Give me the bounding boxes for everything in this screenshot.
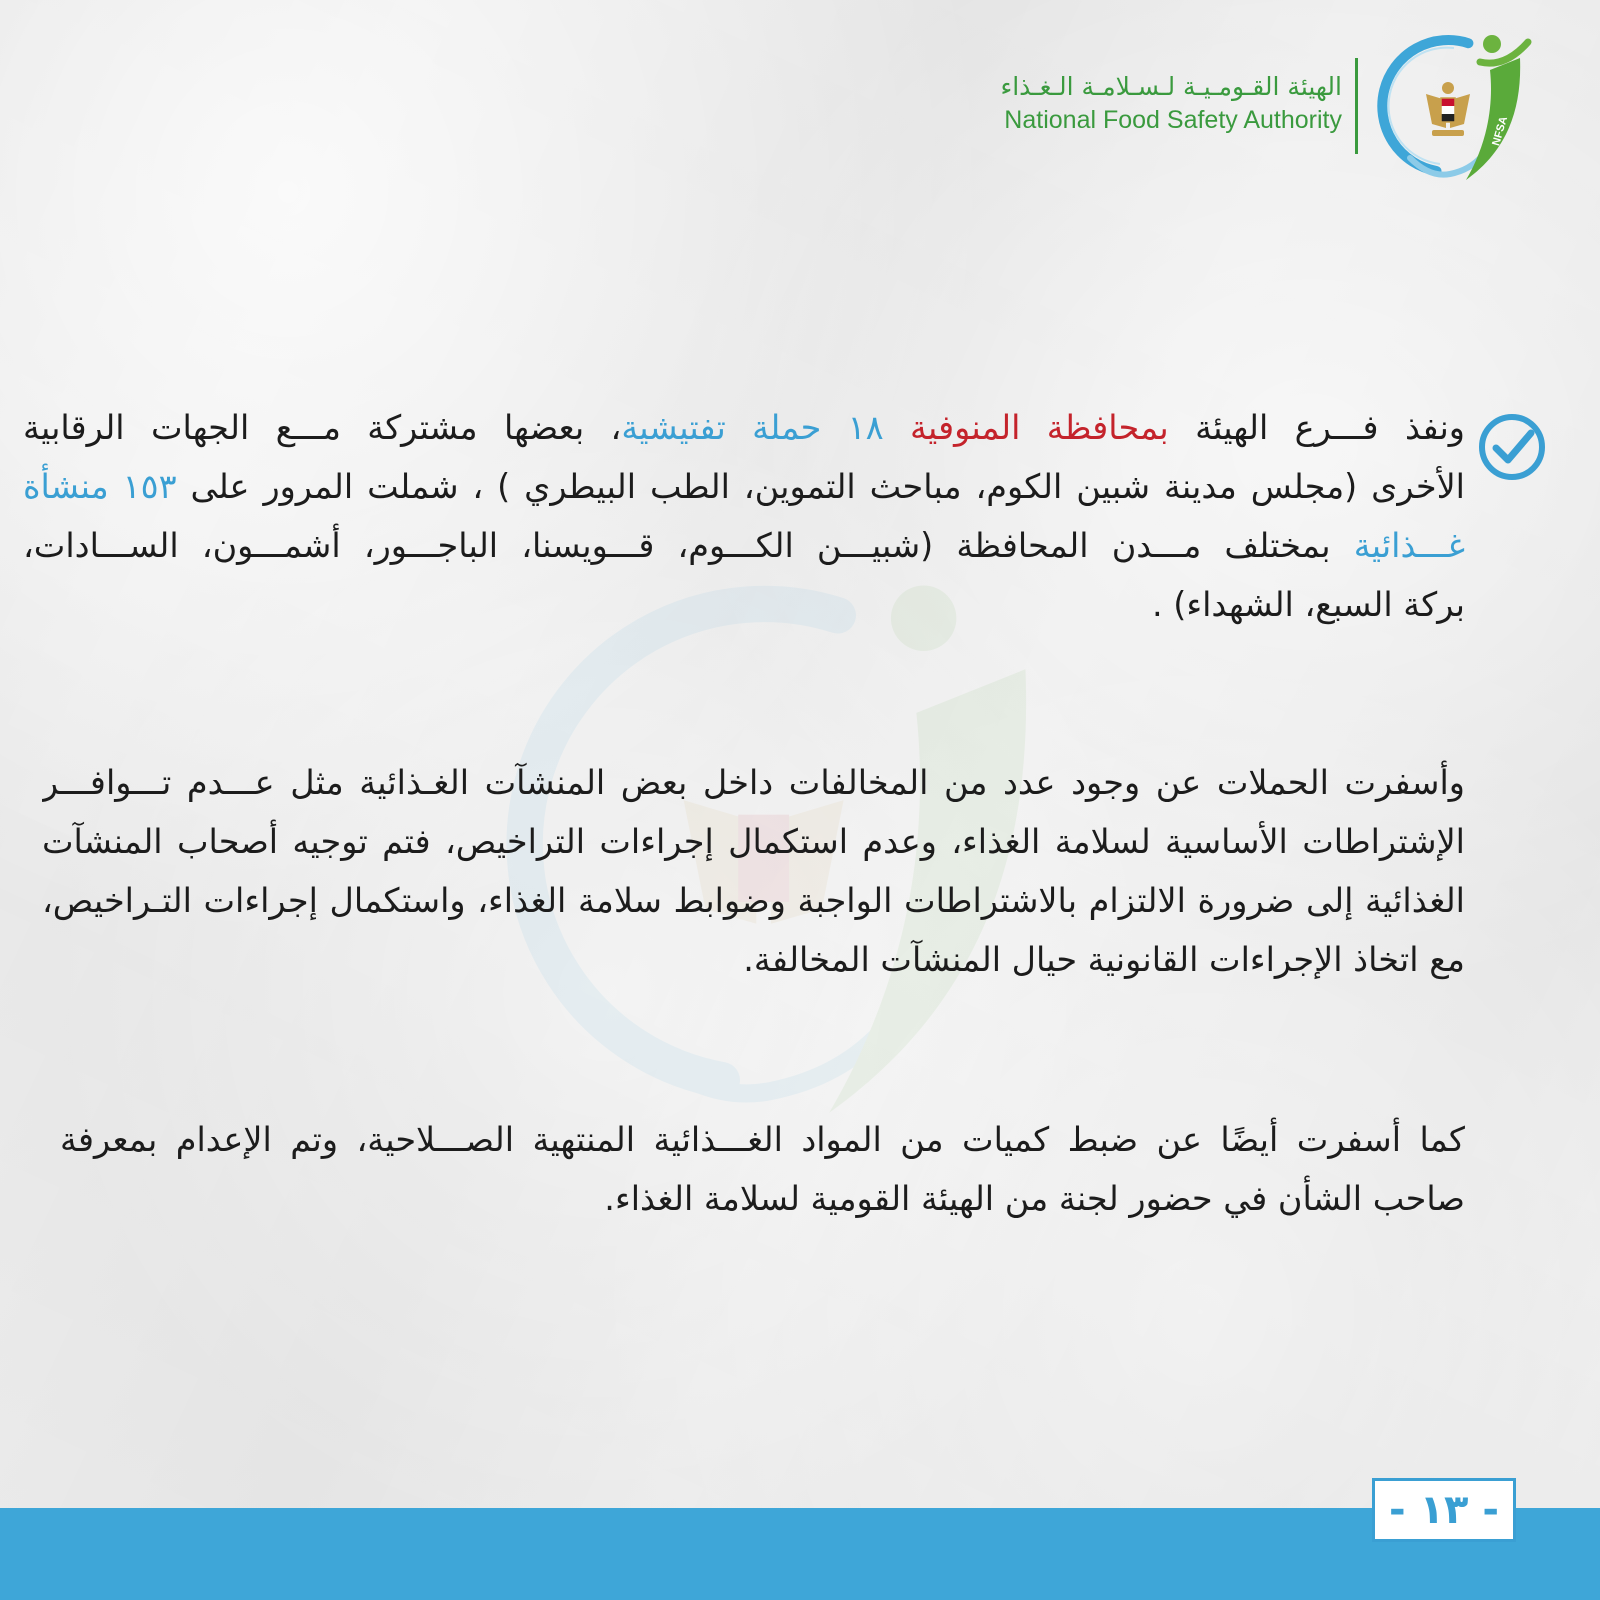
logo-eagle	[1426, 82, 1470, 136]
line-text: بركة السبع، الشهداء) .	[1151, 585, 1465, 624]
footer-band	[0, 1508, 1600, 1600]
header-divider	[1355, 58, 1358, 154]
highlight-establishment-count: ١٥٣ منشأة	[23, 467, 177, 506]
highlight-governorate: بمحافظة المنوفية	[910, 408, 1169, 447]
paragraph-line: وأسفرت الحملات عن وجود عدد من المخالفات داخل بعض المنشآت الغـذائية مثل عـــدم تـــوافـــر	[42, 763, 1465, 802]
line-text: ونفذ فـــرع الهيئة	[1195, 408, 1465, 447]
page-number-box	[1372, 1478, 1516, 1542]
highlight-establishment-type: غـــذائية	[1353, 526, 1465, 565]
nfsa-logo-icon	[1370, 28, 1535, 188]
paragraph-line	[23, 398, 1465, 457]
logo-figure	[1466, 35, 1528, 180]
paragraph-line: صاحب الشأن في حضور لجنة من الهيئة القومية لسلامة الغذاء.	[604, 1179, 1465, 1218]
line-text: بمختلف مـــدن المحافظة (شبيـــن الكـــوم، قـــويسنا، الباجـــور، أشمـــون، الســـادات،	[23, 526, 1331, 565]
highlight-campaign-count: ١٨ حملة تفتيشية	[621, 408, 884, 447]
logo-lettering: NFSA	[1490, 115, 1511, 148]
check-circle-icon	[1476, 410, 1548, 482]
paragraph-line	[23, 575, 1465, 634]
line-text: الأخرى (مجلس مدينة شبين الكوم، مباحث التموين، الطب البيطري ) ، شملت المرور على	[190, 467, 1465, 506]
org-name-arabic: الهيئة القـومـيـة لـسـلامـة الـغـذاء	[1000, 72, 1342, 101]
paragraph-seizures	[60, 1110, 1465, 1228]
org-name-english: National Food Safety Authority	[1004, 106, 1342, 134]
line-text: ، بعضها مشتركة مـــع الجهات الرقابية	[23, 408, 622, 447]
paragraph-line: مع اتخاذ الإجراءات القانونية حيال المنشآت المخالفة.	[743, 940, 1465, 979]
paragraph-line	[23, 516, 1465, 575]
brand-text-block	[1000, 70, 1342, 136]
paragraph-violations	[42, 753, 1465, 989]
paragraph-line	[23, 457, 1465, 516]
paragraph-inspection-campaigns	[23, 398, 1465, 634]
paragraph-line: الغذائية إلى ضرورة الالتزام بالاشتراطات الواجبة وضوابط سلامة الغذاء، واستكمال إجراءات التـراخيص،	[42, 881, 1465, 920]
paragraph-line: الإشتراطات الأساسية لسلامة الغذاء، وعدم استكمال إجراءات التراخيص، فتم توجيه أصحاب المنشآت	[42, 822, 1465, 861]
page-number: - ١٣ -	[1389, 1487, 1499, 1533]
paragraph-line: كما أسفرت أيضًا عن ضبط كميات من المواد الغـــذائية المنتهية الصـــلاحية، وتم الإعدام بمعرفة	[60, 1120, 1465, 1159]
